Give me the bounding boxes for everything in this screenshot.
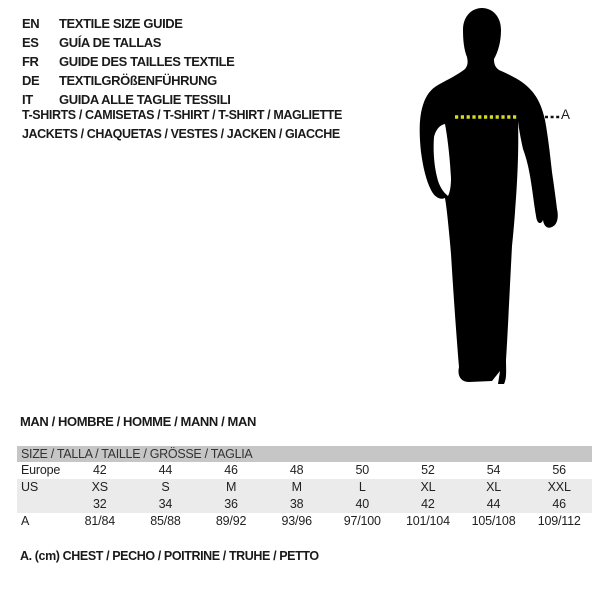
size-table: [17, 446, 592, 530]
row-label: [17, 496, 67, 513]
table-cell: XL: [420, 480, 436, 494]
table-cell: 56: [552, 463, 566, 477]
language-label: GUÍA DE TALLAS: [59, 35, 162, 50]
table-cell: 50: [355, 463, 370, 477]
table-cell: M: [291, 480, 302, 494]
table-cell: 97/100: [343, 514, 381, 528]
table-cell: 101/104: [406, 514, 450, 528]
table-cell: XS: [91, 480, 108, 494]
table-cell: 36: [224, 497, 238, 511]
size-table-header: SIZE / TALLA / TAILLE / GRÖSSE / TAGLIA: [17, 446, 592, 462]
language-label: GUIDE DES TAILLES TEXTILE: [59, 54, 235, 69]
language-row-de: [22, 71, 234, 90]
table-row-numeric: [17, 496, 592, 513]
table-row-chest-a: [17, 513, 592, 530]
row-label: Europe: [21, 463, 61, 477]
table-cell: 40: [355, 497, 370, 511]
table-cell: 42: [93, 463, 107, 477]
table-cell: XL: [486, 480, 501, 494]
table-cell: 38: [289, 497, 304, 511]
table-cell: S: [161, 480, 170, 494]
category-lines: [22, 106, 342, 144]
language-code: ES: [22, 35, 39, 50]
language-row-fr: [22, 52, 234, 71]
table-cell: XXL: [547, 480, 571, 494]
language-code: FR: [22, 54, 39, 69]
table-cell: M: [225, 480, 237, 494]
language-code: IT: [22, 92, 33, 107]
man-silhouette-shape: [420, 8, 558, 384]
row-label: A: [21, 514, 30, 528]
language-row-es: [22, 33, 234, 52]
language-list: [22, 14, 234, 109]
table-cell: 109/112: [537, 514, 581, 528]
table-row-us: [17, 479, 592, 496]
table-cell: 54: [486, 463, 501, 477]
language-label: TEXTILE SIZE GUIDE: [59, 16, 183, 31]
table-cell: 44: [486, 497, 501, 511]
row-label: US: [21, 480, 38, 494]
table-row-europe: [17, 462, 592, 479]
table-cell: 42: [421, 497, 435, 511]
category-line-jackets: JACKETS / CHAQUETAS / VESTES / JACKEN / GIACCHE: [22, 127, 340, 141]
language-code: EN: [22, 16, 40, 31]
man-silhouette: [405, 2, 580, 400]
table-cell: 46: [224, 463, 238, 477]
table-cell: 44: [158, 463, 173, 477]
table-cell: L: [358, 480, 366, 494]
table-cell: 81/84: [84, 514, 115, 528]
table-cell: 46: [552, 497, 566, 511]
language-label: TEXTILGRÖßENFÜHRUNG: [59, 73, 217, 88]
table-cell: 48: [289, 463, 304, 477]
language-row-en: [22, 14, 234, 33]
table-cell: 32: [93, 497, 107, 511]
table-cell: 105/108: [471, 514, 516, 528]
language-label: GUIDA ALLE TAGLIE TESSILI: [59, 92, 231, 107]
table-cell: 34: [158, 497, 173, 511]
language-code: DE: [22, 73, 40, 88]
table-cell: 85/88: [150, 514, 181, 528]
measure-label-a: A: [561, 107, 571, 122]
table-cell: 89/92: [215, 514, 247, 528]
section-title-man: MAN / HOMBRE / HOMME / MANN / MAN: [20, 414, 256, 429]
table-cell: 52: [421, 463, 435, 477]
table-cell: 93/96: [281, 514, 312, 528]
category-line-tshirts: T-SHIRTS / CAMISETAS / T-SHIRT / T-SHIRT / MAGLIETTE: [22, 108, 342, 122]
measurement-footnote: A. (cm) CHEST / PECHO / POITRINE / TRUHE / PETTO: [20, 549, 319, 563]
